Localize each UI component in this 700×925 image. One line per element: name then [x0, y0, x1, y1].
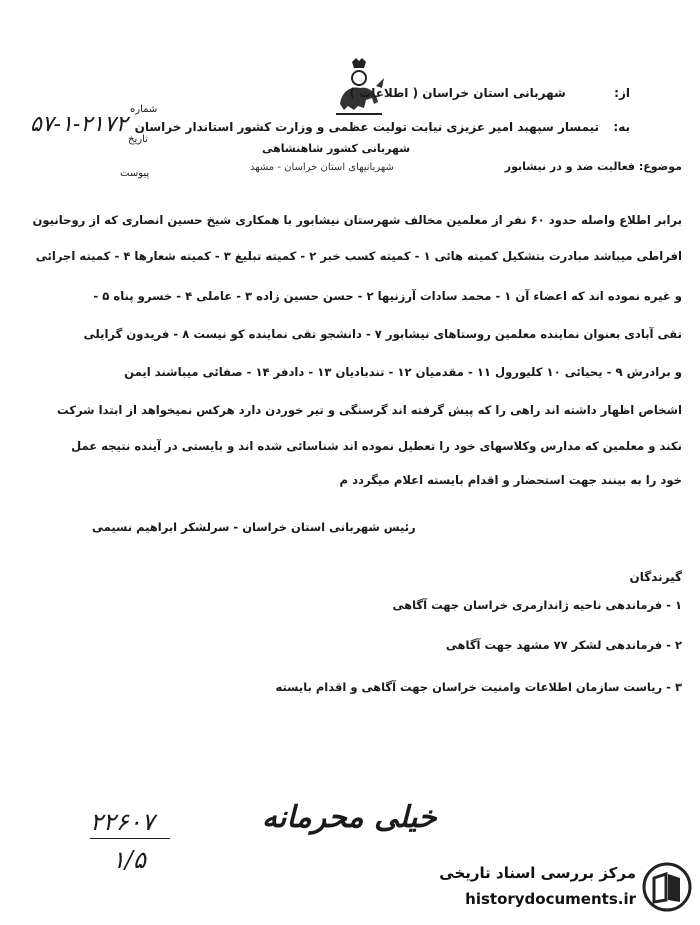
handwritten-confidential-stamp: خیلی محرمانه [262, 800, 437, 835]
handwritten-number: ۲۲۶۰۷ [90, 808, 155, 836]
date-label: تاریخ [128, 134, 148, 145]
handwritten-reference-number: ۵۷-۱-۲۱۷۲ [30, 112, 128, 137]
subject-line [505, 160, 682, 173]
recipient-item: ۱ - فرماندهی ناحیه ژاندارمری خراسان جهت آگاهی [392, 598, 682, 612]
archive-book-logo-icon [642, 862, 692, 912]
subject-label: موضوع: [638, 160, 682, 173]
handwritten-ref: ۱/۵ [112, 846, 146, 874]
body-line-8: خود را به بینند جهت استحضار و اقدام بایسته اعلام میگردد م [339, 473, 682, 487]
body-line-4: تقی آبادی بعنوان نماینده معلمین روستاهای نیشابور ۷ - دانشجو تقی نماینده کو نیست ۸ - فریدون گرایلی [83, 327, 682, 341]
from-label: از: [614, 86, 630, 100]
body-line-6: اشخاص اظهار داشته اند راهی را که پیش گرفته اند گرسنگی و تیر خوردن دارد هرکس نمیخواهد از ابتدا شرکت [56, 403, 682, 417]
watermark-url: historydocuments.ir [465, 890, 636, 908]
signature: رئیس شهربانی استان خراسان - سرلشکر ابراهیم نسیمی [92, 520, 416, 534]
to-line [135, 120, 630, 134]
to-label: به: [613, 120, 630, 134]
subject-text: فعالیت ضد و در نیشابور [504, 160, 635, 173]
watermark [412, 858, 694, 918]
recipient-item: ۳ - ریاست سازمان اطلاعات وامنیت خراسان جهت آگاهی و اقدام بایسته [275, 680, 682, 694]
handwritten-underline [90, 838, 170, 839]
from-text: شهربانی استان خراسان ( اطلاعات ) [349, 86, 566, 100]
recipient-item: ۲ - فرماندهی لشکر ۷۷ مشهد جهت آگاهی [445, 638, 682, 652]
body-line-3: و غیره نموده اند که اعضاء آن ۱ - محمد سادات آرزنیها ۲ - حسن حسین زاده ۳ - عاملی ۴ - خسرو پناه ۵ - [93, 289, 682, 303]
from-line [349, 86, 630, 100]
body-line-2: افراطی میباشد مبادرت بتشکیل کمیته هائی ۱ - کمیته کسب خبر ۲ - کمیته تبلیغ ۳ - کمیته شعارها ۴ - کمیته اجرائی [35, 249, 682, 263]
number-label: شماره [130, 104, 158, 115]
org-line-1: شهربانی کشور شاهنشاهی [262, 142, 411, 155]
body-line-5: و برادرش ۹ - یحیائی ۱۰ کلیورول ۱۱ - مقدمیان ۱۲ - تندبادیان ۱۳ - دادفر ۱۴ - صفائی میباشند ایمن [124, 365, 682, 379]
body-line-7: نکند و معلمین که مدارس وکلاسهای خود را تعطیل نموده اند شناسائی شده اند و بایستی در آینده نتیجه عمل [71, 439, 682, 453]
attachment-label: پیوست [120, 168, 150, 179]
watermark-title: مرکز بررسی اسناد تاریخی [439, 864, 636, 882]
org-line-2: شهربانیهای استان خراسان - مشهد [250, 162, 394, 173]
body-line-1: برابر اطلاع واصله حدود ۶۰ نفر از معلمین مخالف شهرستان نیشابور با همکاری شیخ حسین انصاری که از روحانیون [32, 213, 682, 227]
to-text: تیمسار سپهبد امیر عزیزی نیابت تولیت عظمی و وزارت کشور استاندار خراسان [134, 120, 600, 134]
recipients-heading: گیرندگان [629, 570, 682, 584]
